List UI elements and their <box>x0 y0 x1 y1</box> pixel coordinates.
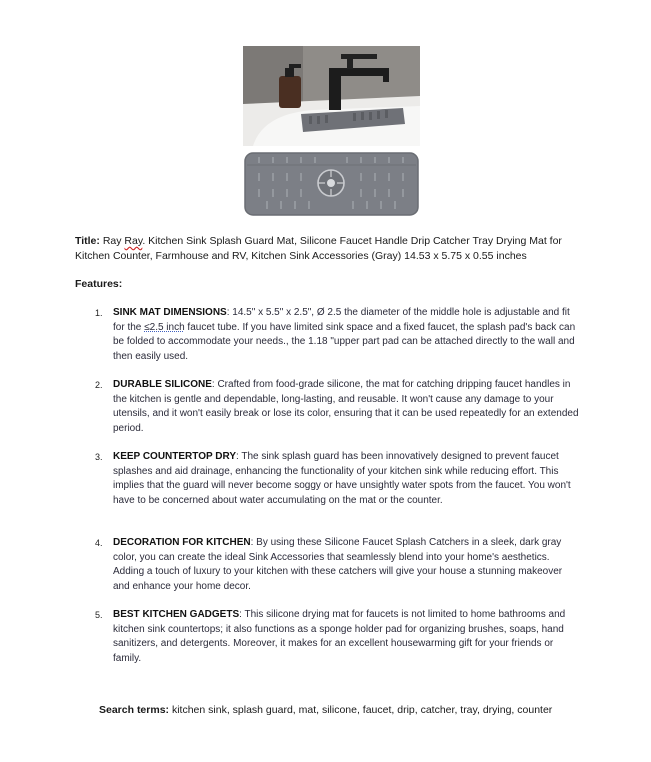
feature-number: 3. <box>95 452 103 462</box>
sink-mat-svg <box>243 151 420 219</box>
feature-item-4 <box>95 536 579 594</box>
product-title <box>75 234 575 263</box>
search-terms <box>99 704 552 716</box>
feature-heading: DECORATION FOR KITCHEN <box>113 537 251 548</box>
feature-heading: KEEP COUNTERTOP DRY <box>113 451 236 462</box>
feature-number: 2. <box>95 380 103 390</box>
title-label: Title: <box>75 235 100 247</box>
feature-heading: BEST KITCHEN GADGETS <box>113 609 240 620</box>
title-misspelled-word: Ray <box>124 235 143 247</box>
sink-mat-photo-icon <box>243 151 420 219</box>
feature-item-1 <box>95 306 579 364</box>
feature-item-2 <box>95 378 579 436</box>
feature-item-5 <box>95 608 579 666</box>
feature-text: : This silicone drying mat for faucets is not limited to home bathrooms and kitchen sink countertops; it also functions as a sponge holder pad for organizing brushes, soaps, hand sanitizers, and detergents. Moreover, it makes for an excellent housewarming gift for your friends or family. <box>113 609 566 664</box>
title-rest: . Kitchen Sink Splash Guard Mat, Silicone Faucet Handle Drip Catcher Tray Drying Mat for Kitchen Counter, Farmhouse and RV, Kitchen Sink Accessories (Gray) 14.53 x 5.75 x 0.55 inches <box>75 235 562 262</box>
feature-number: 1. <box>95 308 103 318</box>
feature-text-b: faucet tube. If you have limited sink space and a fixed faucet, the splash pad's back can be folded to accommodate your needs., the 1.18 "upper part pad can be attached directly to the wall and then easily used. <box>113 321 576 362</box>
feature-item-3 <box>95 450 579 508</box>
faucet-photo-svg <box>243 46 420 146</box>
features-heading: Features: <box>75 278 123 290</box>
faucet-photo-icon <box>243 46 420 146</box>
title-prefix: Ray <box>102 235 125 247</box>
feature-text: : The sink splash guard has been innovatively designed to prevent faucet splashes and aid drainage, enhancing the functionality of your kitchen sink while reducing effort. This implies that the guard will never become soggy or have unsightly water spots from the faucet. You won't have to be concerned about water accumulating on the mat or the counter. <box>113 451 571 506</box>
feature-text: : Crafted from food-grade silicone, the mat for catching dripping faucet handles in the kitchen is gentle and dependable, long-lasting, and reusable. It won't cause any damage to your utensils, and it won't easily break or lose its color, ensuring that it can be used repeatedly for an extended period. <box>113 379 579 434</box>
feature-number: 4. <box>95 538 103 548</box>
feature-text-a: : 14.5" x 5.5" x 2.5", Ø 2.5 the diameter of the middle hole is adjustable and fit for the <box>113 307 570 333</box>
feature-heading: DURABLE SILICONE <box>113 379 212 390</box>
feature-marked-text: ≤2.5 inch <box>144 321 185 333</box>
search-terms-text: kitchen sink, splash guard, mat, silicone, faucet, drip, catcher, tray, drying, counter <box>169 704 553 716</box>
feature-number: 5. <box>95 610 103 620</box>
search-terms-label: Search terms: <box>99 704 170 716</box>
feature-heading: SINK MAT DIMENSIONS <box>113 307 227 318</box>
feature-text: : By using these Silicone Faucet Splash Catchers in a sleek, dark gray color, you can create the ideal Sink Accessories that seamlessly blend into your home's aesthetics. Adding a touch of luxury to your kitchen with these catchers will give your house a stunning makeover and enhance your home decor. <box>113 537 563 592</box>
